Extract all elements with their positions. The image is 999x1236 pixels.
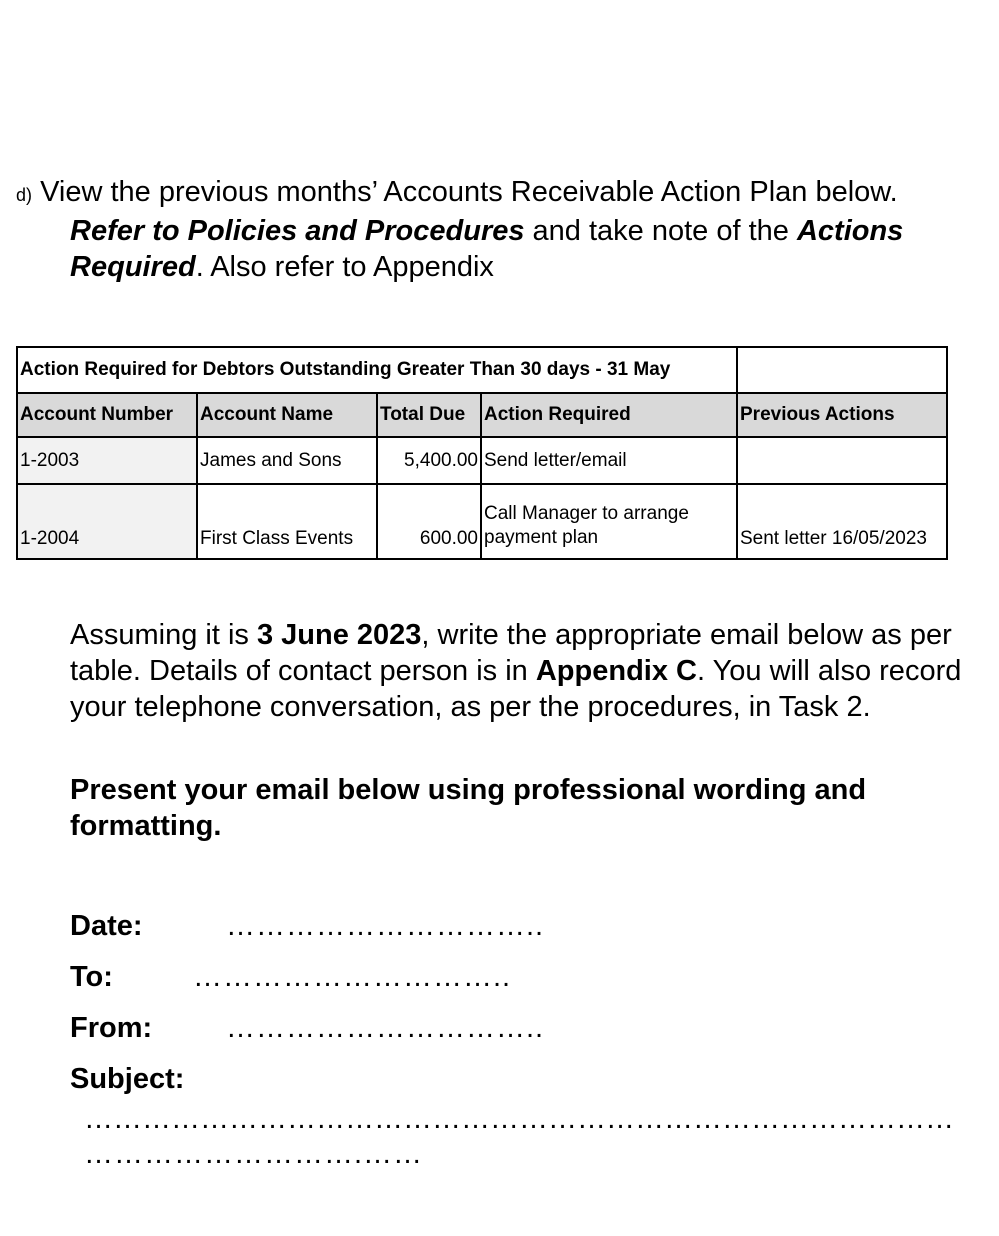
header-total-due: Total Due [377,393,481,437]
instruction-paragraph [70,617,975,725]
cell-account-name: First Class Events [197,484,377,559]
email-subject-field-line2[interactable]: ……………………….…… [84,1138,424,1170]
instruction-text: . You will also record your telephone conversation, as per the procedures, in Task 2. [70,655,962,723]
action-plan-table [16,346,948,560]
header-account-number: Account Number [17,393,197,437]
appendix-ref: . Also refer to Appendix [195,251,494,283]
instruction-appendix: Appendix C [535,655,697,687]
cell-account-number: 1-2003 [17,437,197,484]
email-subject-field-line1[interactable]: ……………………………………………………………………………… [84,1103,954,1135]
cell-action-required: Send letter/email [481,437,737,484]
header-account-name: Account Name [197,393,377,437]
refer-mid: and take note of the [524,215,797,247]
cell-previous-actions: Sent letter 16/05/2023 [737,484,947,559]
instruction-date: 3 June 2023 [256,619,422,651]
presentation-instruction: Present your email below using professional wording and formatting. [70,774,867,842]
cell-previous-actions [737,437,947,484]
email-subject-label: Subject: [70,1063,185,1095]
email-date-label: Date: [70,910,143,942]
table-title-blank [737,347,947,393]
instruction-text: Assuming it is [70,619,257,651]
required-word: Required [70,251,196,283]
table-header-row [17,393,947,437]
email-to-label: To: [70,961,113,993]
question-line1: View the previous months’ Accounts Receivable Action Plan below. [40,176,898,208]
question-label: d) [16,185,33,205]
header-previous-actions: Previous Actions [737,393,947,437]
cell-account-name: James and Sons [197,437,377,484]
email-from-label: From: [70,1012,153,1044]
header-action-required: Action Required [481,393,737,437]
table-title: Action Required for Debtors Outstanding Greater Than 30 days - 31 May [17,347,737,393]
table-title-row [17,347,947,393]
cell-account-number: 1-2004 [17,484,197,559]
question-d [16,174,986,285]
table-row [17,437,947,484]
email-to-field[interactable]: ………………………….. [193,961,512,993]
actions-word: Actions [796,215,904,247]
cell-total-due: 600.00 [377,484,481,559]
instruction-text: , write the appropriate email below as per table. Details of contact person is in [70,619,952,687]
cell-total-due: 5,400.00 [377,437,481,484]
email-from-field[interactable]: ………………………….. [226,1012,545,1044]
cell-action-required: Call Manager to arrange payment plan [481,484,737,559]
table-row [17,484,947,559]
refer-policies: Refer to Policies and Procedures [70,215,525,247]
email-date-field[interactable]: ………………………….. [226,910,545,942]
